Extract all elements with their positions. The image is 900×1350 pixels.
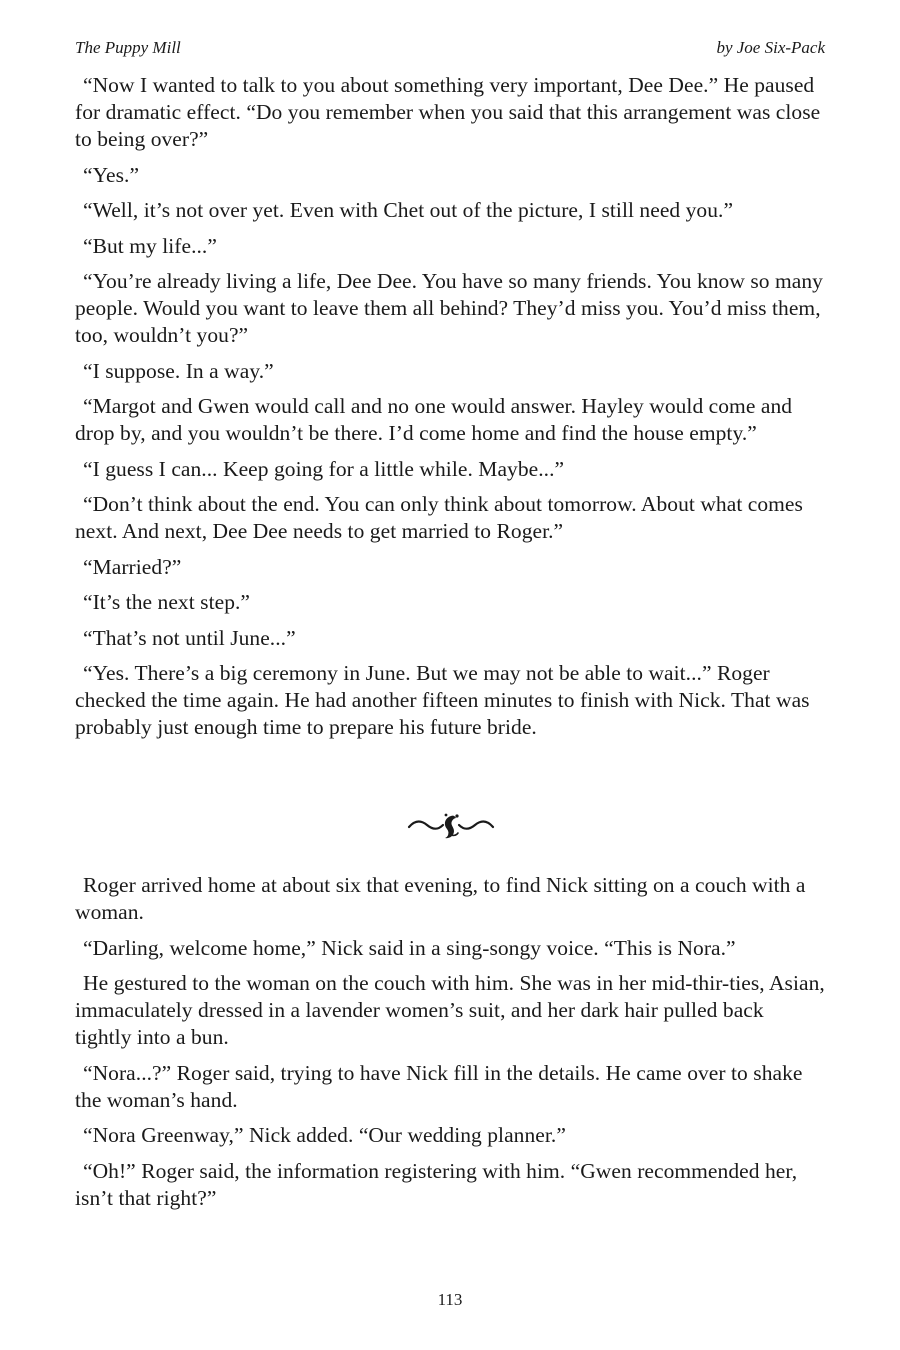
body-text-after-break [75, 872, 825, 1220]
paragraph: “Well, it’s not over yet. Even with Chet out of the picture, I still need you.” [83, 198, 734, 222]
running-header [75, 38, 825, 60]
paragraph: “That’s not until June...” [83, 625, 296, 650]
paragraph: “Yes. There’s a big ceremony in June. But we may not be able to wait...” Roger checked the time again. He had another fifteen minutes to finish with Nick. That was probably just enough time to prepare his future bride. [75, 661, 810, 739]
body-text-before-break [75, 72, 825, 750]
paragraph: “Don’t think about the end. You can only think about tomorrow. About what comes next. And next, Dee Dee needs to get married to Roger.” [75, 492, 803, 543]
paragraph: “Oh!” Roger said, the information registering with him. “Gwen recommended her, isn’t that right?” [75, 1158, 798, 1210]
paragraph: “Nora Greenway,” Nick added. “Our wedding planner.” [83, 1123, 566, 1147]
paragraph: Roger arrived home at about six that evening, to find Nick sitting on a couch with a woman. [75, 873, 806, 924]
paragraph: “You’re already living a life, Dee Dee. You have so many friends. You know so many people. Would you want to leave them all behind? They’d miss you. You’d miss them, too, wouldn’t you?” [75, 269, 823, 347]
paragraph: “I suppose. In a way.” [83, 358, 274, 383]
page-number: 113 [437, 1290, 463, 1309]
fleuron-ornament-icon [405, 810, 497, 844]
paragraph: “Yes.” [83, 162, 140, 187]
paragraph: “It’s the next step.” [83, 590, 251, 614]
book-title: The Puppy Mill [75, 38, 181, 57]
paragraph: “Now I wanted to talk to you about something very important, Dee Dee.” He paused for dramatic effect. “Do you remember when you said that this arrangement was close to being over?” [75, 73, 821, 151]
paragraph: “I guess I can... Keep going for a little while. Maybe...” [83, 456, 565, 481]
paragraph: “Married?” [83, 554, 182, 579]
author-name: by Joe Six-Pack [716, 38, 825, 57]
paragraph: “But my life...” [83, 233, 217, 258]
paragraph: “Margot and Gwen would call and no one would answer. Hayley would come and drop by, and you wouldn’t be there. I’d come home and find the house empty.” [75, 394, 793, 445]
paragraph: “Nora...?” Roger said, trying to have Nick fill in the details. He came over to shake the woman’s hand. [75, 1060, 803, 1112]
paragraph: “Darling, welcome home,” Nick said in a sing-songy voice. “This is Nora.” [83, 935, 736, 960]
paragraph: He gestured to the woman on the couch with him. She was in her mid-thir-ties, Asian, immaculately dressed in a lavender women’s suit, and her dark hair pulled back tightly into a bun. [75, 971, 825, 1049]
